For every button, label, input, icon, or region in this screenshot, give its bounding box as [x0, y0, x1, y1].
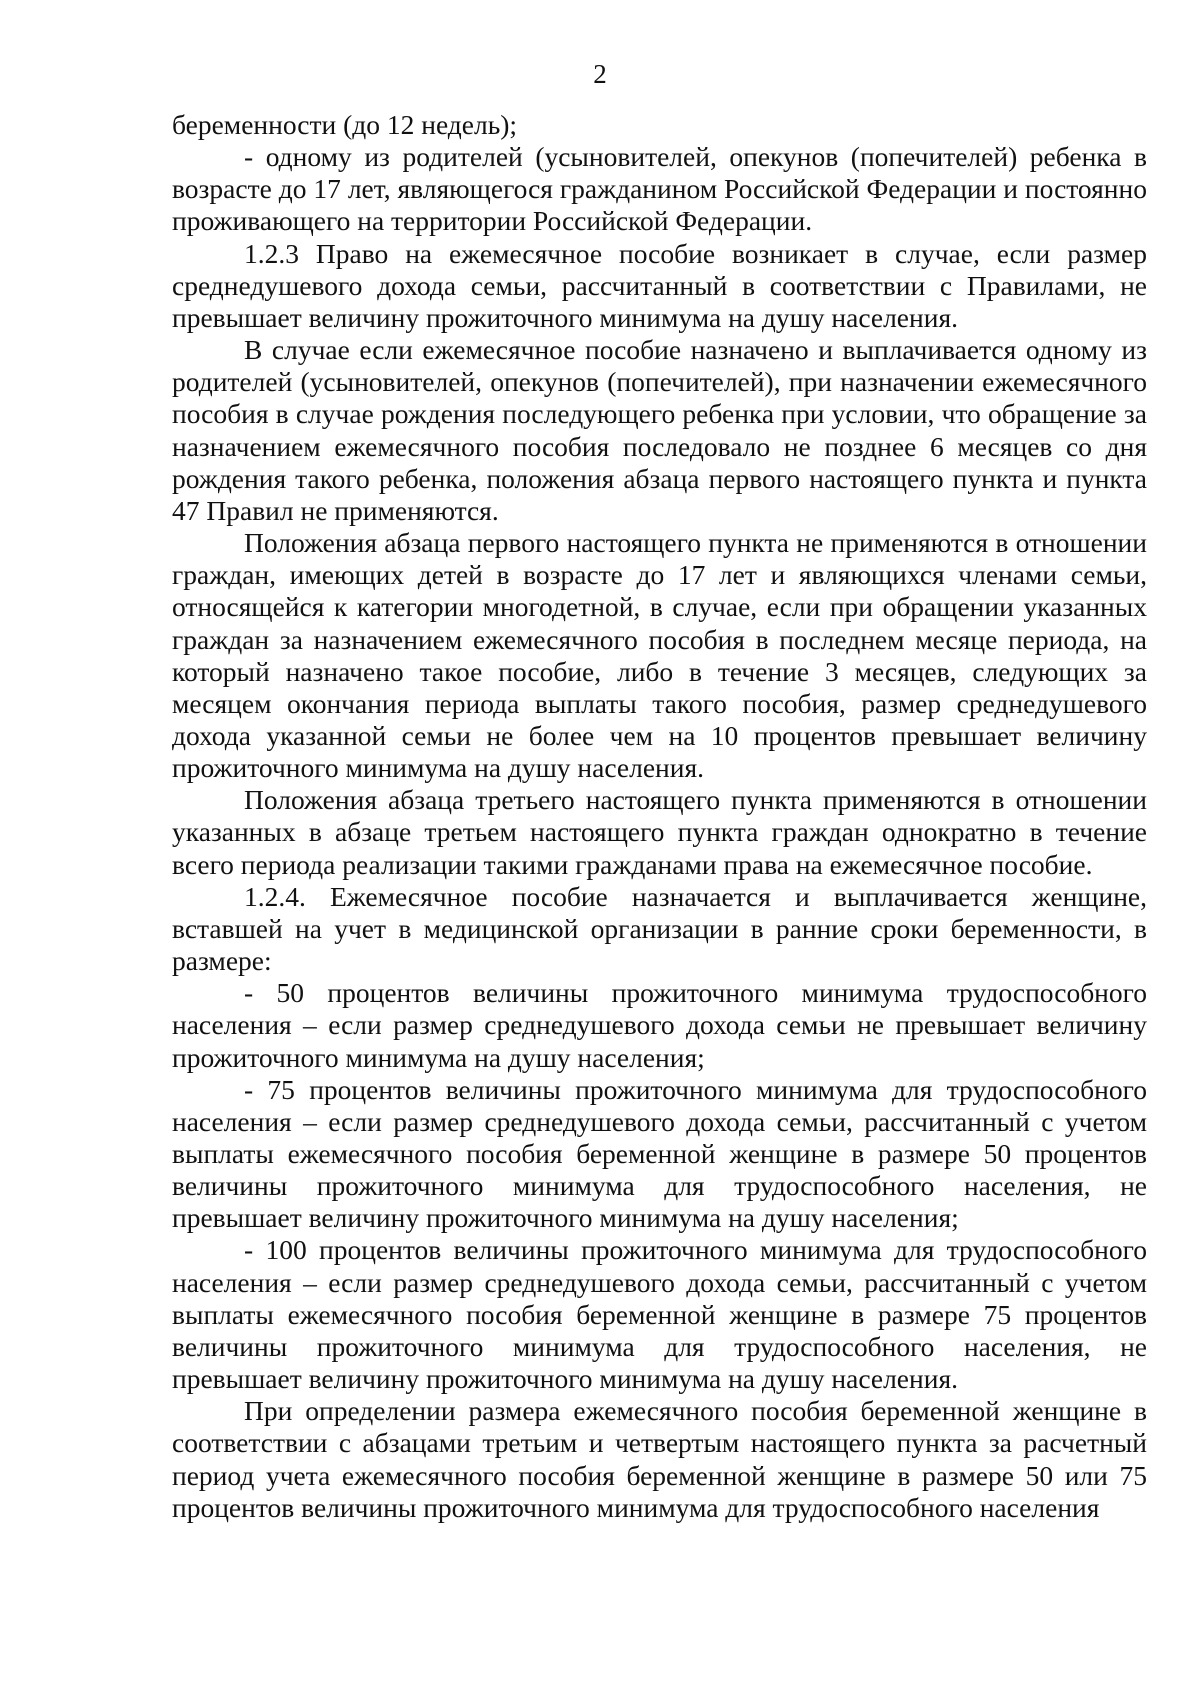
paragraph: 1.2.4. Ежемесячное пособие назначается и выплачивается женщине, вставшей на учет в медицинской организации в ранние сроки беременности, в размере: — [172, 880, 1147, 977]
page-number: 2 — [593, 59, 607, 89]
paragraph: - 100 процентов величины прожиточного минимума для трудоспособного населения – если размер среднедушевого дохода семьи, рассчитанный с учетом выплаты ежемесячного пособия беременной женщине в размере 75 процентов величины прожиточного минимума для трудоспособного населения, не превышает величину прожиточного минимума на душу населения. — [172, 1234, 1147, 1395]
paragraph: Положения абзаца первого настоящего пункта не применяются в отношении граждан, имеющих детей в возрасте до 17 лет и являющихся членами семьи, относящейся к категории многодетной, в случае, если при обращении указанных граждан за назначением ежемесячного пособия в последнем месяце периода, на который назначено такое пособие, либо в течение 3 месяцев, следующих за месяцем окончания периода выплаты такого пособия, размер среднедушевого дохода указанной семьи не более чем на 10 процентов превышает величину прожиточного минимума на душу населения. — [172, 527, 1147, 784]
paragraph: - 75 процентов величины прожиточного минимума для трудоспособного населения – если размер среднедушевого дохода семьи, рассчитанный с учетом выплаты ежемесячного пособия беременной женщине в размере 50 процентов величины прожиточного минимума для трудоспособного населения, не превышает величину прожиточного минимума на душу населения; — [172, 1073, 1147, 1234]
paragraph: В случае если ежемесячное пособие назначено и выплачивается одному из родителей (усыновителей, опекунов (попечителей), при назначении ежемесячного пособия в случае рождения последующего ребенка при условии, что обращение за назначением ежемесячного пособия последовало не позднее 6 месяцев со дня рождения такого ребенка, положения абзаца первого настоящего пункта и пункта 47 Правил не применяются. — [172, 334, 1147, 526]
paragraph: 1.2.3 Право на ежемесячное пособие возникает в случае, если размер среднедушевого дохода семьи, рассчитанный в соответствии с Правилами, не превышает величину прожиточного минимума на душу населения. — [172, 237, 1147, 333]
paragraph: Положения абзаца третьего настоящего пункта применяются в отношении указанных в абзаце третьем настоящего пункта граждан однократно в течение всего периода реализации такими гражданами права на ежемесячное пособие. — [172, 784, 1147, 880]
document-body — [172, 109, 1147, 1524]
paragraph: - одному из родителей (усыновителей, опекунов (попечителей) ребенка в возрасте до 17 лет, являющегося гражданином Российской Федерации и постоянно проживающего на территории Российской Федерации. — [172, 141, 1147, 237]
paragraph: - 50 процентов величины прожиточного минимума трудоспособного населения – если размер среднедушевого дохода семьи не превышает величину прожиточного минимума на душу населения; — [172, 977, 1147, 1073]
paragraph: При определении размера ежемесячного пособия беременной женщине в соответствии с абзацами третьим и четвертым настоящего пункта за расчетный период учета ежемесячного пособия беременной женщине в размере 50 или 75 процентов величины прожиточного минимума для трудоспособного населения — [172, 1395, 1147, 1523]
paragraph: беременности (до 12 недель); — [172, 109, 518, 140]
